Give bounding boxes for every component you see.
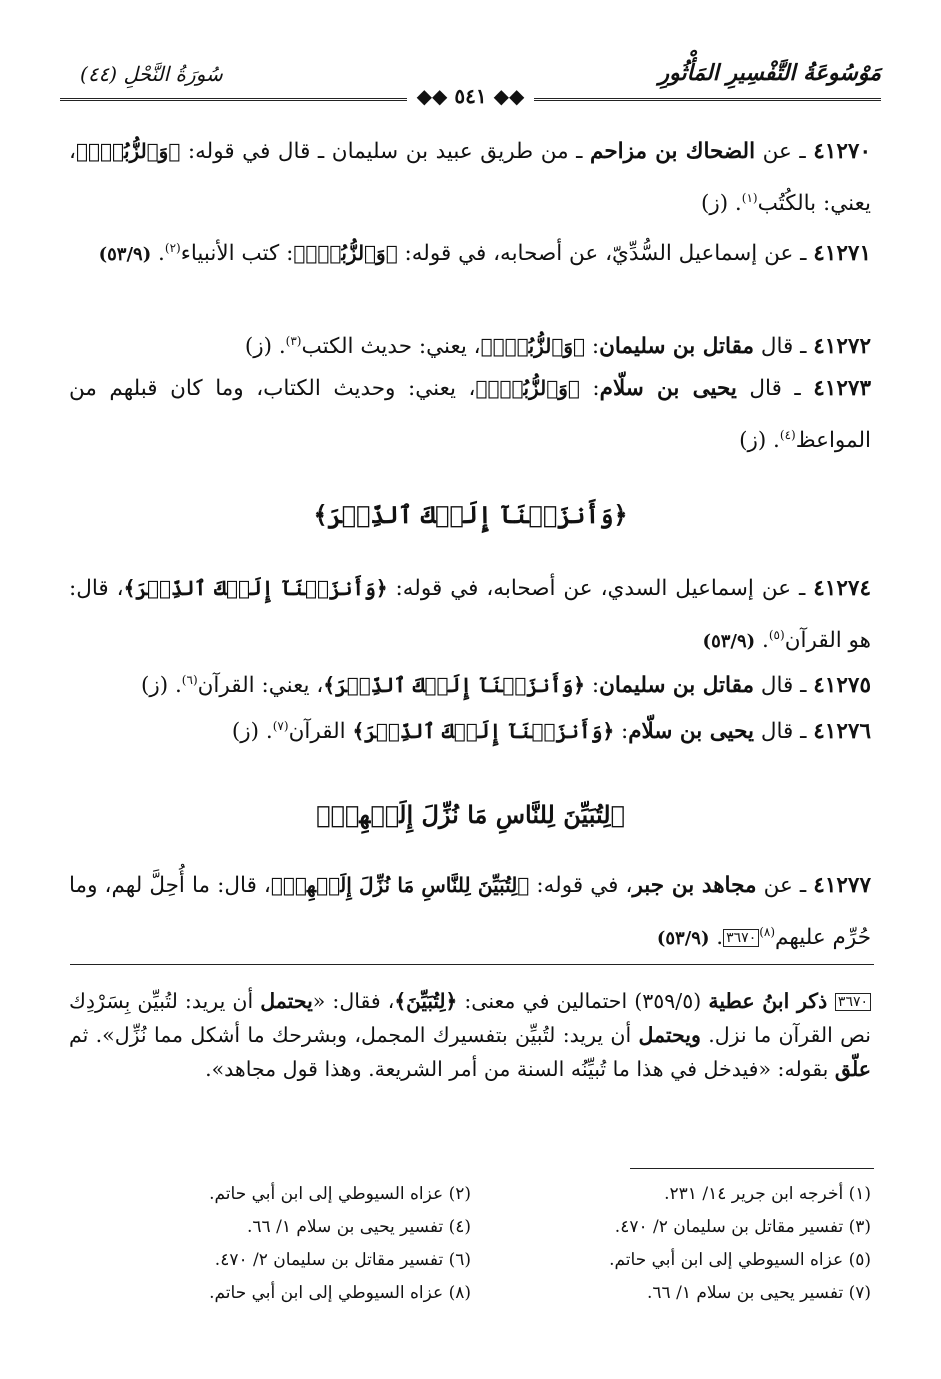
narrator-name: الضحاك بن مزاحم: [590, 139, 756, 164]
footnote-marker: (٥): [768, 628, 785, 642]
narration-entry: ٤١٢٧٤ ـ عن إسماعيل السدي، عن أصحابه، في قوله: ﴿وَأَنزَلۡنَآ إِلَيۡكَ ٱلذِّكۡرَ﴾، قال: هو القرآن$^{(٥)}$. (٥٣/٩): [69, 576, 871, 653]
narrator-name: مجاهد بن جبر: [632, 873, 757, 898]
footnotes-separator: [630, 1168, 874, 1169]
footnote: (١) أخرجه ابن جرير ١٤/ ٢٣١.: [664, 1184, 871, 1204]
quran-quote: ﴿لِتُبَيِّنَ لِلنَّاسِ مَا نُزِّلَ إِلَيۡهِمۡ﴾: [270, 873, 530, 897]
footnote-marker: (٤): [779, 428, 796, 442]
quran-quote: ﴿لِتُبَيِّنَ﴾: [394, 989, 458, 1013]
footnote-marker: (٧): [272, 719, 289, 733]
narration-entry: ٤١٢٧٦ ـ قال يحيى بن سلّام: ﴿وَأَنزَلۡنَآ إِلَيۡكَ ٱلذِّكۡرَ﴾ القرآن$^{(٧)}$. (ز): [231, 719, 871, 744]
quran-quote: ﴿وَٱلزُّبُرِۗ﴾: [293, 241, 398, 265]
page-number: ◆◆ ٥٤١ ◆◆: [407, 84, 535, 108]
volume-reference: (٥٣/٩): [98, 244, 152, 265]
note-separator: [70, 964, 874, 965]
quran-quote: ﴿وَأَنزَلۡنَآ إِلَيۡكَ ٱلذِّكۡرَ﴾: [123, 576, 388, 600]
narration-number: ٤١٢٧٦: [813, 719, 871, 744]
verse-heading: ﴿وَأَنزَلۡنَآ إِلَيۡكَ ٱلذِّكۡرَ﴾: [313, 500, 628, 529]
commentary-box-number: ٣٦٧٠: [723, 929, 759, 947]
narrator-name: مقاتل بن سليمان: [599, 673, 754, 698]
narration-entry: ٤١٢٧٠ ـ عن الضحاك بن مزاحم ـ من طريق عبيد بن سليمان ـ قال في قوله: ﴿وَٱلزُّبُرِۗ﴾، يعني: بالكُتُب$^{(١)}$. (ز): [69, 139, 871, 216]
volume-reference: (٥٣/٩): [656, 928, 710, 949]
verse-heading: ﴿لِتُبَيِّنَ لِلنَّاسِ مَا نُزِّلَ إِلَيۡهِمۡ﴾: [316, 800, 625, 829]
narration-entry: ٤١٢٧٧ ـ عن مجاهد بن جبر، في قوله: ﴿لِتُبَيِّنَ لِلنَّاسِ مَا نُزِّلَ إِلَيۡهِمۡ﴾، قال: ما أُحِلَّ لهم، وما حُرِّم عليهم$^{(٨)}$٣٦٧٠. (٥٣/٩): [69, 873, 872, 950]
narrator-name: مقاتل بن سليمان: [599, 334, 754, 359]
footnote: (٦) تفسير مقاتل بن سليمان ٢/ ٤٧٠.: [214, 1250, 471, 1270]
narration-number: ٤١٢٧٤: [813, 576, 871, 601]
volume-reference: (٥٣/٩): [702, 631, 756, 652]
quran-quote: ﴿وَٱلزُّبُرِۗ﴾: [475, 376, 580, 400]
commentary-note: ٣٦٧٠ ذكر ابنُ عطية (٣٥٩/٥) احتمالين في معنى: ﴿لِتُبَيِّنَ﴾، فقال: «يحتمل أن يريد: لتُبيِّن بِسَرْدِك نص القرآن ما نزل. ويحتمل أن يريد: لتُبيِّن بتفسيرك المجمل، وبشرحك ما أشكل مما نُزِّل». ثم علّق بقوله: «فيدخل في هذا ما تُبيِّنُه السنة من أمر الشريعة. وهذا قول مجاهد».: [69, 989, 871, 1081]
page-ornament-left: ◆◆: [416, 84, 455, 108]
running-header-surah: سُورَةُ النَّحْلِ (٤٤): [80, 62, 223, 86]
footnote-marker: (٦): [181, 673, 198, 687]
narration-entry: ٤١٢٧١ ـ عن إسماعيل السُّدِّيّ، عن أصحابه، في قوله: ﴿وَٱلزُّبُرِۗ﴾: كتب الأنبياء$^{(٢)}$. (٥٣/٩): [98, 241, 871, 266]
quran-quote: ﴿وَٱلزُّبُرِۗ﴾: [75, 139, 181, 163]
page-ornament-right: ◆◆: [486, 84, 525, 108]
narration-entry: ٤١٢٧٣ ـ قال يحيى بن سلّام: ﴿وَٱلزُّبُرِۗ﴾، يعني: وحديث الكتاب، وما كان قبلهم من المواعظ$^{(٤)}$. (ز): [69, 376, 871, 453]
narration-number: ٤١٢٧٣: [813, 376, 871, 401]
quran-quote: ﴿وَٱلزُّبُرِۗ﴾: [480, 334, 585, 358]
quran-quote: ﴿وَأَنزَلۡنَآ إِلَيۡكَ ٱلذِّكۡرَ﴾: [323, 673, 585, 697]
narrator-name: يحيى بن سلّام: [599, 376, 737, 401]
footnote-marker: (٣): [285, 334, 302, 348]
footnote-marker: (٨): [759, 925, 776, 939]
footnote-marker: (١): [741, 191, 758, 205]
narration-entry: ٤١٢٧٢ ـ قال مقاتل بن سليمان: ﴿وَٱلزُّبُرِۗ﴾، يعني: حديث الكتب$^{(٣)}$. (ز): [244, 334, 871, 359]
narration-number: ٤١٢٧٧: [813, 873, 872, 898]
commentary-box-number: ٣٦٧٠: [835, 993, 871, 1011]
footnote-marker: (٢): [164, 241, 181, 255]
quran-quote: ﴿وَأَنزَلۡنَآ إِلَيۡكَ ٱلذِّكۡرَ﴾: [352, 719, 615, 743]
footnote: (٤) تفسير يحيى بن سلام ١/ ٦٦.: [247, 1217, 471, 1237]
footnote: (٧) تفسير يحيى بن سلام ١/ ٦٦.: [647, 1283, 871, 1303]
footnote: (٨) عزاه السيوطي إلى ابن أبي حاتم.: [209, 1283, 471, 1303]
narration-number: ٤١٢٧٥: [813, 673, 871, 698]
narration-number: ٤١٢٧٢: [813, 334, 871, 359]
narration-entry: ٤١٢٧٥ ـ قال مقاتل بن سليمان: ﴿وَأَنزَلۡنَآ إِلَيۡكَ ٱلذِّكۡرَ﴾، يعني: القرآن$^{(٦)}$. (ز): [140, 673, 871, 698]
footnote: (٥) عزاه السيوطي إلى ابن أبي حاتم.: [609, 1250, 871, 1270]
narration-number: ٤١٢٧١: [813, 241, 871, 266]
narration-number: ٤١٢٧٠: [813, 139, 871, 164]
footnote: (٣) تفسير مقاتل بن سليمان ٢/ ٤٧٠.: [614, 1217, 871, 1237]
footnote: (٢) عزاه السيوطي إلى ابن أبي حاتم.: [209, 1184, 471, 1204]
running-header-book-title: مَوْسُوعَةُ التَّفْسِيرِ المَأْثُورِ: [658, 60, 881, 86]
narrator-name: يحيى بن سلّام: [628, 719, 754, 744]
